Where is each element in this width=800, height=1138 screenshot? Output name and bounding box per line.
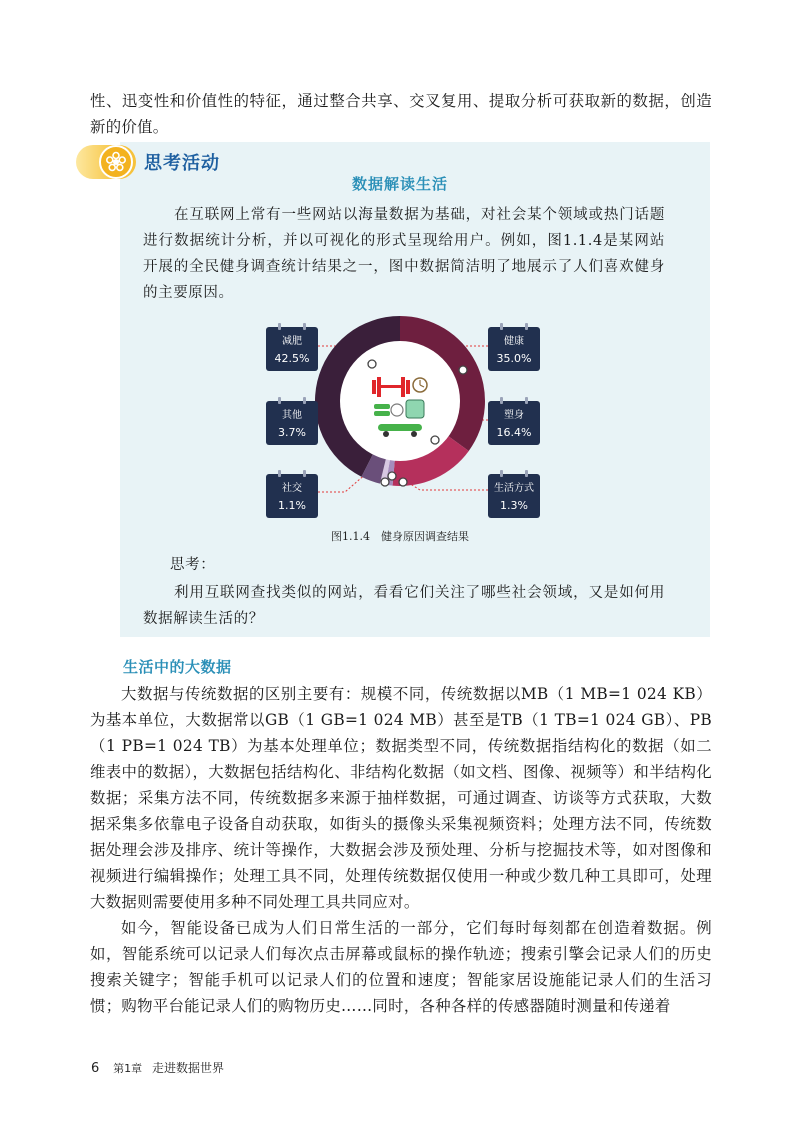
intro-paragraph: 性、迅变性和价值性的特征，通过整合共享、交叉复用、提取分析可获取新的数据，创造新的价值。	[90, 92, 712, 136]
scale-icon	[406, 400, 424, 418]
donut-center	[340, 341, 460, 461]
card-label: 健康	[504, 336, 524, 347]
activity-paragraph: 在互联网上常有一些网站以海量数据为基础，对社会某个领域或热门话题进行数据统计分析，并以可视化的形式呈现给用户。例如，图1.1.4是某网站开展的全民健身调查统计结果之一，图中数据简洁明了地展示了人们喜欢健身的主要原因。	[143, 207, 665, 301]
card-sushen	[488, 401, 540, 445]
card-label: 塑身	[504, 410, 524, 421]
think-label: 思考：	[170, 557, 216, 573]
page-footer	[91, 1059, 224, 1076]
card-label: 生活方式	[494, 483, 534, 494]
stopwatch-icon	[413, 378, 427, 392]
card-value: 16.4%	[496, 426, 532, 439]
figure-caption: 图1.1.4 健身原因调查结果	[331, 530, 469, 543]
section-paragraph-2: 如今，智能设备已成为人们日常生活的一部分，它们每时每刻都在创造着数据。例如，智能系统可以记录人们每次点击屏幕或鼠标的操作轨迹；搜索引擎会记录人们的历史搜索关键字；智能手机可以记录人们的位置和速度；智能家居设施能记录人们的生活习惯；购物平台能记录人们的购物历史……同时，各种各样的传感器随时测量和传递着	[90, 919, 712, 1015]
card-qita	[266, 401, 318, 445]
card-value: 42.5%	[274, 352, 310, 365]
card-shejiao	[266, 474, 318, 518]
card-value: 1.3%	[500, 499, 528, 512]
activity-subtitle: 数据解读生活	[351, 175, 448, 193]
chapter-title: 走进数据世界	[151, 1061, 224, 1075]
card-jianfei	[266, 327, 318, 371]
card-jiankang	[488, 327, 540, 371]
card-label: 社交	[282, 483, 302, 494]
think-text: 利用互联网查找类似的网站，看看它们关注了哪些社会领域，又是如何用数据解读生活的？	[143, 585, 665, 627]
card-label: 减肥	[282, 336, 302, 347]
card-value: 35.0%	[496, 352, 532, 365]
card-value: 3.7%	[278, 426, 306, 439]
chapter-label: 第1章	[113, 1062, 143, 1075]
activity-title: 思考活动	[144, 153, 220, 174]
card-value: 1.1%	[278, 499, 306, 512]
page-number: 6	[91, 1061, 100, 1076]
card-shenghuo	[488, 474, 540, 518]
donut-chart	[0, 0, 800, 560]
section-paragraph-1: 大数据与传统数据的区别主要有：规模不同，传统数据以MB（1 MB=1 024 KB）为基本单位，大数据常以GB（1 GB=1 024 MB）甚至是TB（1 TB=1 024 GB）、PB（1 PB=1 024 TB）为基本处理单位；数据类型不同，传统数据指结构化的数据（如二维表中的数据），大数据包括结构化、非结构化数据（如文档、图像、视频等）和半结构化数据；采集方法不同，传统数据多来源于抽样数据，可通过调查、访谈等方式获取，大数据采集多依靠电子设备自动获取，如街头的摄像头采集视频资料；处理方法不同，传统数据处理会涉及排序、统计等操作，大数据会涉及预处理、分析与挖掘技术等，如对图像和视频进行编辑操作；处理工具不同，处理传统数据仅使用一种或少数几种工具即可，处理大数据则需要使用多种不同处理工具共同应对。	[90, 685, 712, 911]
card-label: 其他	[282, 410, 302, 421]
section-title: 生活中的大数据	[123, 658, 232, 676]
